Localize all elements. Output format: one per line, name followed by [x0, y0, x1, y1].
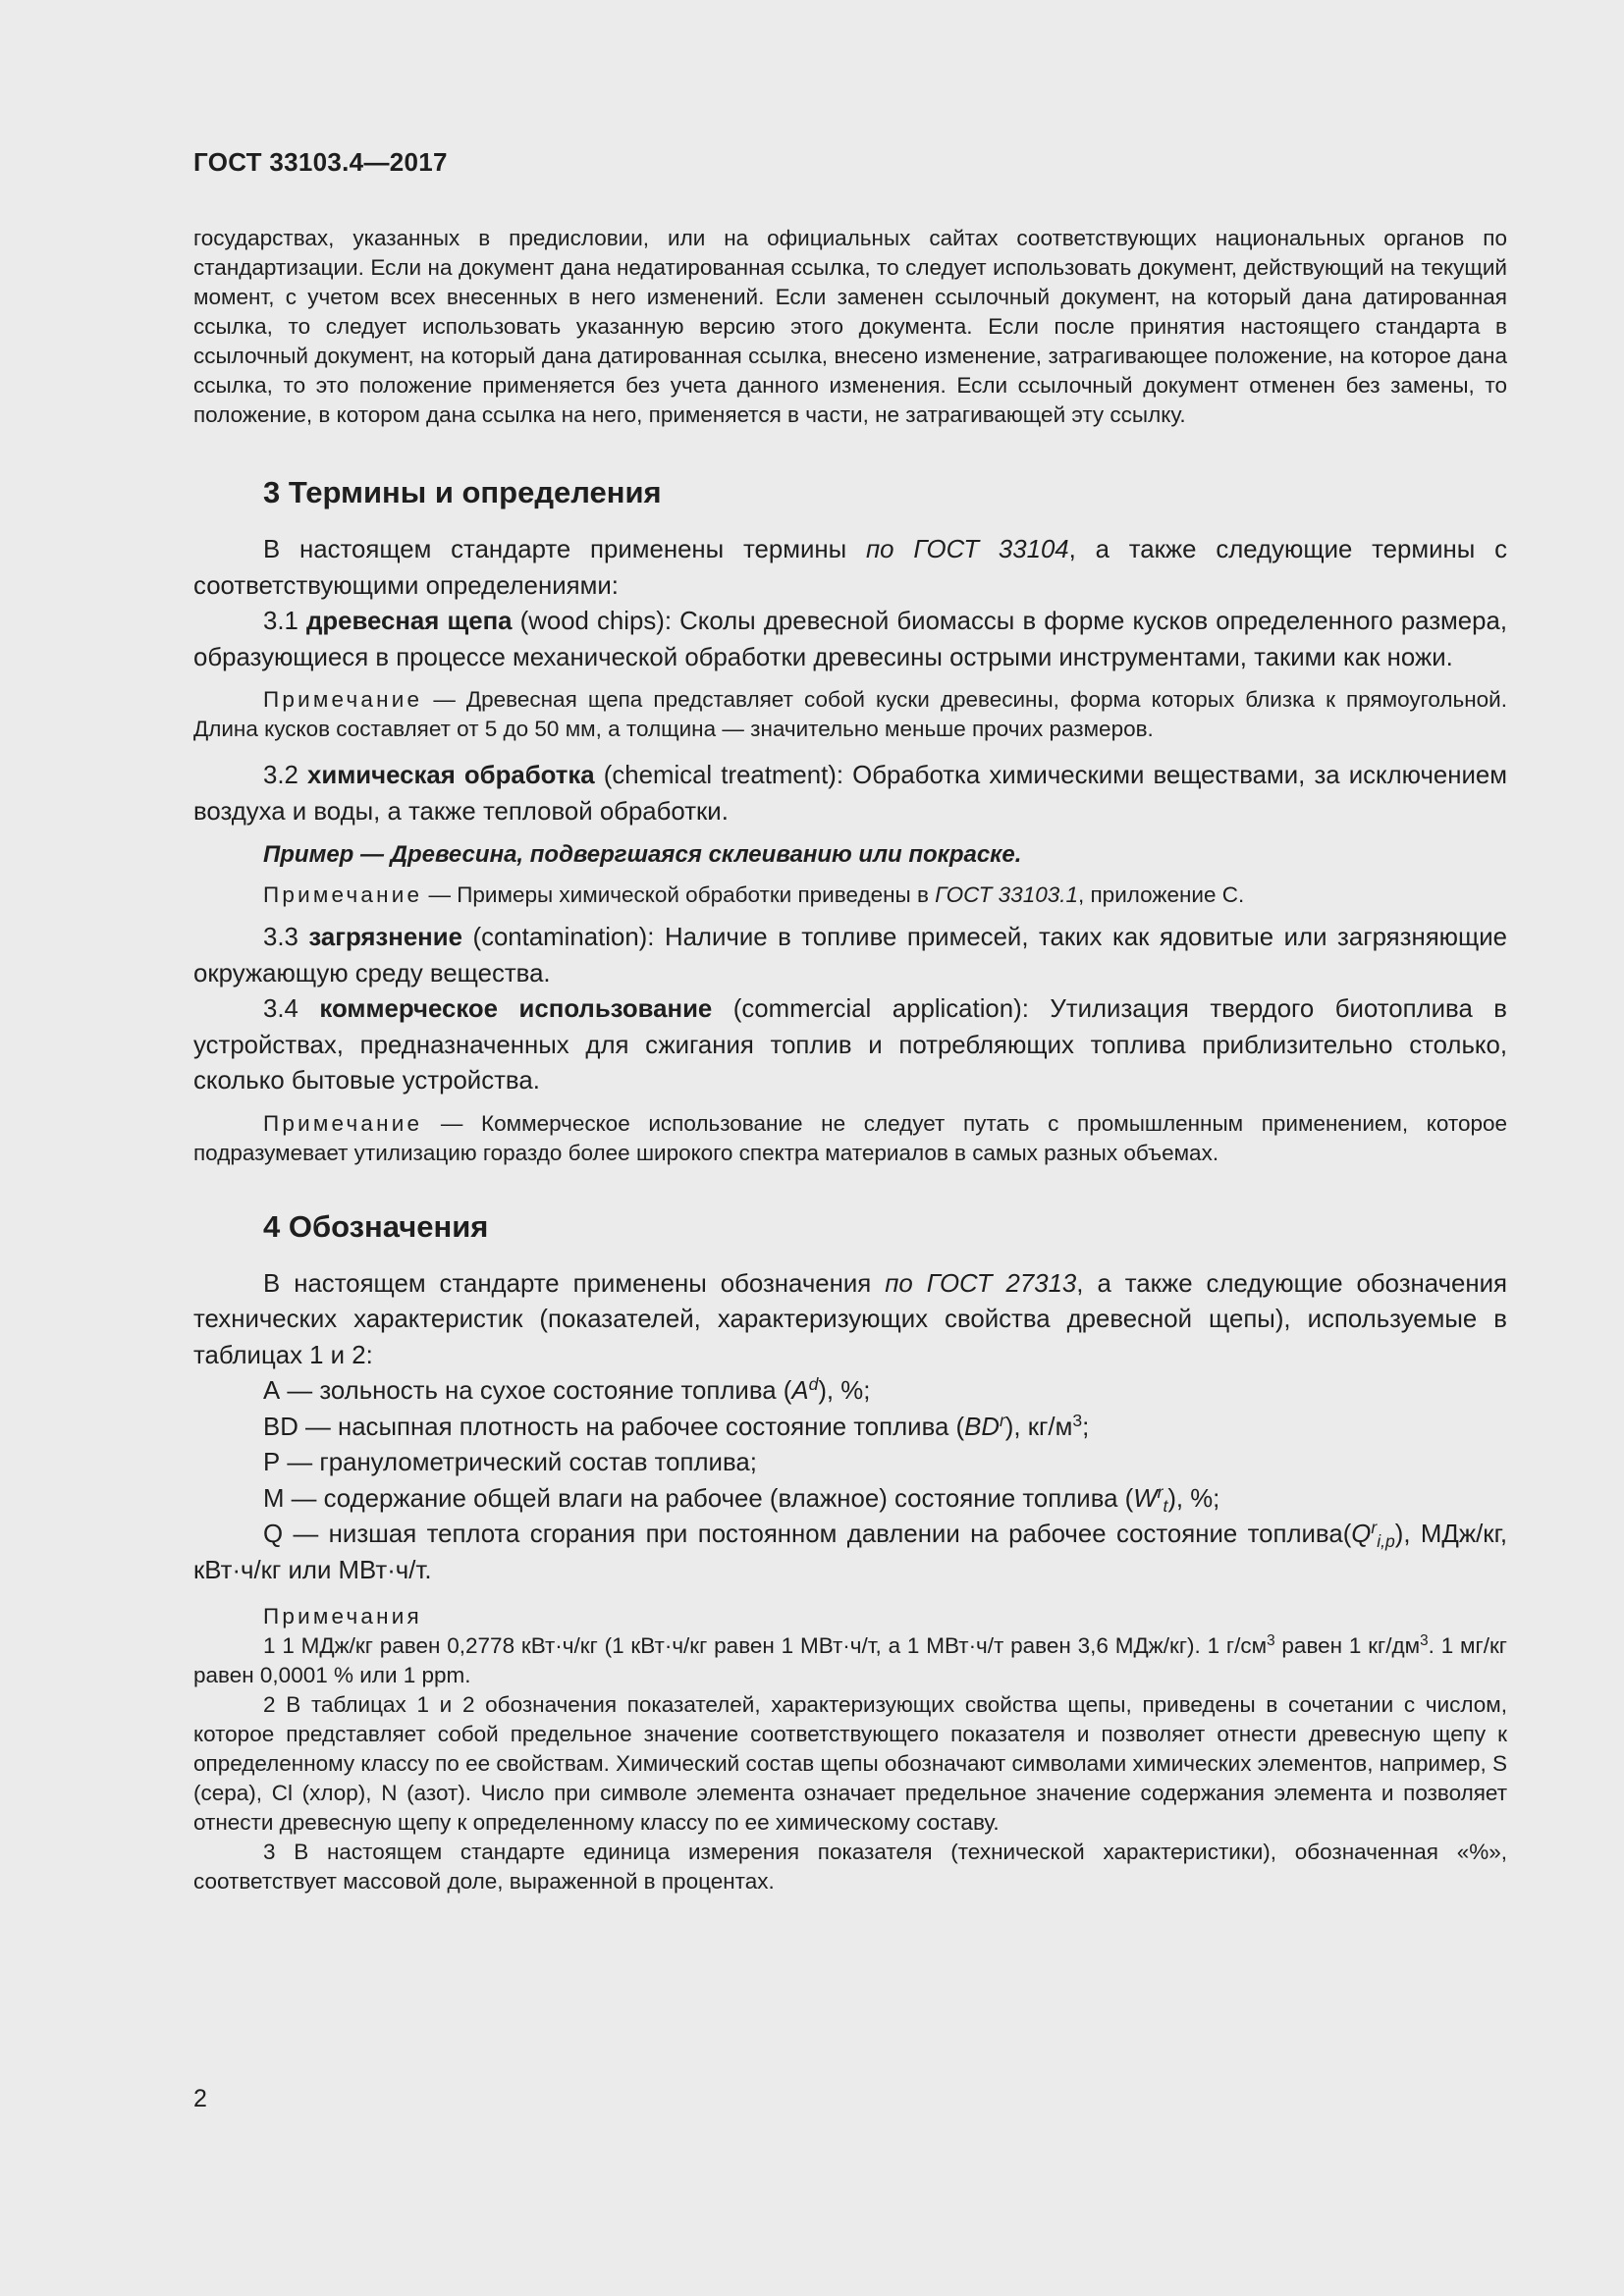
term-3-2: 3.2 химическая обработка (chemical treatment): Обработка химическими веществами, за исключением воздуха и воды, а также тепловой обработки. — [193, 762, 1507, 826]
notes-label: Примечания — [263, 1604, 422, 1629]
note-3-1: Примечание — Древесная щепа представляет собой куски древесины, форма которых близка к прямоугольной. Длина кусков составляет от 5 до 50 мм, а толщина — значительно меньше прочих размеров. — [193, 687, 1507, 741]
page-number: 2 — [193, 2085, 207, 2112]
note-4-2: 2 В таблицах 1 и 2 обозначения показателей, характеризующих свойства щепы, приведены в сочетании с числом, которое представляет собой предельное значение соответствующего показателя и позволяет отнести древесную щепу к определенному классу по ее свойствам. Химический состав щепы обозначают символами химических элементов, например, S (сера), Cl (хлор), N (азот). Число при символе элемента означает предельное значение содержания элемента и позволяет отнести древесную щепу к определенному классу по ее химическому составу. — [193, 1692, 1507, 1835]
term-3-4: 3.4 коммерческое использование (commercial application): Утилизация твердого биотоплива в устройствах, предназначенных для сжигания топлив и потребляющих топлива приблизительно столько, сколько бытовые устройства. — [193, 995, 1508, 1095]
symbol-q: Q — низшая теплота сгорания при постоянном давлении на рабочее состояние $топлива(Q^r_{i,p})$, МДж/кг, кВт·ч/кг или МВт·ч/т. — [193, 1518, 1507, 1584]
section-4-heading: 4 Обозначения — [263, 1208, 489, 1244]
note-4-3: 3 В настоящем стандарте единица измерения показателя (технической характеристики), обозначенная «%», соответствует массовой доле, выраженной в процентах. — [193, 1840, 1507, 1894]
note-3-2: Примечание — Примеры химической обработки приведены в ГОСТ 33103.1, приложение С. — [263, 882, 1245, 907]
example-3-2: Пример — Древесина, подвергшаяся склеиванию или покраске. — [263, 841, 1022, 868]
section-3-heading: 3 Термины и определения — [263, 475, 662, 509]
document-header: ГОСТ 33103.4—2017 — [193, 147, 448, 177]
term-3-1: 3.1 древесная щепа (wood chips): Сколы древесной биомассы в форме кусков определенного размера, образующиеся в процессе механической обработки древесины острыми инструментами, такими как ножи. — [193, 608, 1507, 671]
note-4-1: 1 1 МДж/кг равен 0,2778 кВт·ч/кг (1 кВт·ч/кг равен 1 МВт·ч/т, а 1 МВт·ч/т равен 3,6 МДж/кг). 1 $г/см^3$ равен 1 $кг/дм^3$. 1 мг/кг равен 0,0001 % или 1 ppm. — [193, 1632, 1507, 1687]
symbol-a: А — зольность на сухое состояние топлива $(A^d)$, %; — [263, 1374, 871, 1405]
page-content — [193, 224, 1507, 1896]
term-3-3: 3.3 загрязнение (contamination): Наличие в топливе примесей, таких как ядовитые или загрязняющие окружающую среду вещества. — [193, 924, 1508, 988]
note-3-4: Примечание — Коммерческое использование не следует путать с промышленным применением, которое подразумевает утилизацию гораздо более широкого спектра материалов в самых разных объемах. — [193, 1110, 1507, 1165]
intro-paragraph: государствах, указанных в предисловии, или на официальных сайтах соответствующих национальных органов по стандартизации. Если на документ дана недатированная ссылка, то следует использовать документ, действующий на текущий момент, с учетом всех внесенных в него изменений. Если заменен ссылочный документ, на который дана датированная ссылка, то следует использовать указанную версию этого документа. Если после принятия настоящего стандарта в ссылочный документ, на который дана датированная ссылка, внесено изменение, затрагивающее положение, на которое дана ссылка, то это положение применяется без учета данного изменения. Если ссылочный документ отменен без замены, то положение, в котором дана ссылка на него, применяется в части, не затрагивающей эту ссылку. — [193, 226, 1507, 427]
symbol-m: М — содержание общей влаги на рабочее (влажное) состояние топлива $(W^r_t)$, %; — [263, 1481, 1220, 1516]
section-3-intro: В настоящем стандарте применены термины по ГОСТ 33104, а также следующие термины с соответствующими определениями: — [193, 536, 1507, 600]
symbol-p: Р — гранулометрический состав топлива; — [263, 1449, 757, 1476]
section-4-intro: В настоящем стандарте применены обозначения по ГОСТ 27313, а также следующие обозначения технических характеристик (показателей, характеризующих свойства древесной щепы), используемые в таблицах 1 и 2: — [193, 1269, 1507, 1369]
symbol-bd: BD — насыпная плотность на рабочее состояние топлива $(BD^r)$, $кг/м^3$; — [263, 1410, 1090, 1441]
